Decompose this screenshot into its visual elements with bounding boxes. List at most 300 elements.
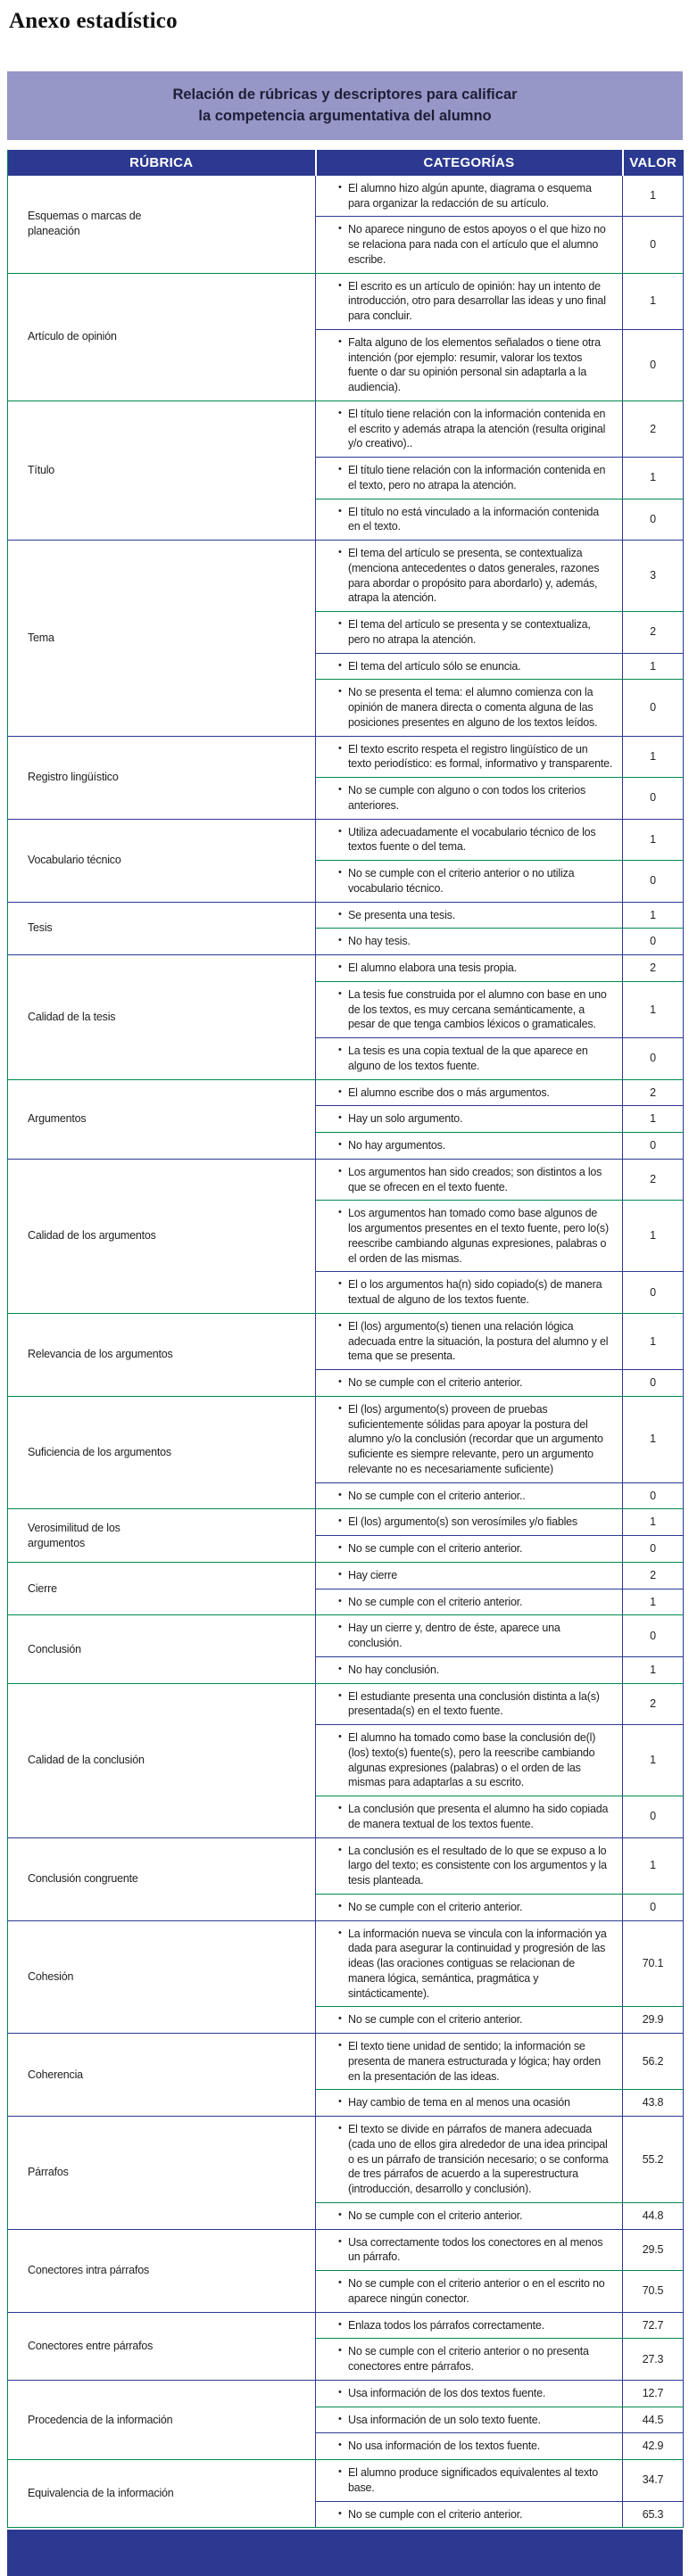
- bullet-icon: •: [338, 935, 342, 946]
- table-row: [8, 2460, 684, 2502]
- bullet-icon: •: [338, 1689, 342, 1701]
- rubric-cell: [8, 1159, 316, 1313]
- bullet-icon: •: [338, 1112, 342, 1124]
- table-row: [8, 1683, 684, 1725]
- rubric-cell: [8, 1079, 316, 1159]
- value-cell: 42.9: [623, 2433, 684, 2460]
- category-text: No se cumple con el criterio anterior.: [348, 1595, 523, 1608]
- value-cell: 2: [623, 1683, 684, 1725]
- rubric-cell: [8, 1562, 316, 1615]
- category-text: Se presenta una tesis.: [348, 908, 455, 921]
- bullet-icon: •: [338, 2277, 342, 2289]
- value-cell: 0: [623, 1038, 684, 1080]
- table-row: [8, 1837, 684, 1894]
- rubric-cell: [8, 736, 316, 819]
- value-cell: 0: [623, 1482, 684, 1509]
- value-cell: 0: [623, 499, 684, 541]
- category-cell: [316, 2501, 623, 2528]
- category-cell: [316, 902, 623, 929]
- bullet-icon: •: [338, 279, 342, 291]
- table-row: [8, 541, 684, 612]
- value-cell: 0: [623, 929, 684, 955]
- category-text: El título no está vinculado a la información contenida en el texto.: [348, 505, 600, 533]
- value-cell: 0: [623, 1894, 684, 1920]
- rubric-label: Argumentos: [28, 1112, 87, 1126]
- rubric-label: Tema: [28, 631, 54, 644]
- bullet-icon: •: [338, 2096, 342, 2108]
- category-cell: [316, 819, 623, 861]
- bullet-icon: •: [338, 962, 342, 973]
- category-text: El alumno escribe dos o más argumentos.: [348, 1086, 550, 1099]
- category-cell: [316, 1482, 623, 1509]
- table-row: [8, 1615, 684, 1657]
- table-row: [8, 1396, 684, 1482]
- header-categorias: CATEGORÍAS: [316, 150, 623, 176]
- category-cell: [316, 1509, 623, 1536]
- bullet-icon: •: [338, 2040, 342, 2052]
- category-cell: [316, 1920, 623, 2007]
- category-text: No se cumple con el criterio anterior.: [348, 1376, 523, 1390]
- category-cell: [316, 2202, 623, 2229]
- rubric-cell: [8, 2460, 316, 2528]
- category-cell: [316, 400, 623, 457]
- category-cell: [316, 955, 623, 982]
- rubric-cell: [8, 2034, 316, 2117]
- category-text: Enlaza todos los párrafos correctamente.: [348, 2318, 544, 2332]
- table-row: [8, 902, 684, 929]
- bullet-icon: •: [338, 181, 342, 193]
- rubric-label: Verosimilitud de los argumentos: [28, 1521, 120, 1549]
- bullet-icon: •: [338, 784, 342, 796]
- bullet-icon: •: [338, 1927, 342, 1938]
- rubric-cell: [8, 1837, 316, 1920]
- category-text: No se cumple con el criterio anterior.: [348, 1542, 523, 1556]
- bullet-icon: •: [338, 505, 342, 516]
- table-row: [8, 2312, 684, 2339]
- rubric-label: Calidad de la conclusión: [28, 1754, 145, 1767]
- value-cell: 55.2: [623, 2117, 684, 2203]
- value-cell: 1: [623, 1725, 684, 1796]
- category-cell: [316, 2090, 623, 2117]
- category-text: Hay cierre: [348, 1568, 397, 1581]
- rubric-cell: [8, 2380, 316, 2459]
- header-rubrica: RÚBRICA: [8, 150, 316, 176]
- value-cell: 1: [623, 1837, 684, 1894]
- value-cell: 2: [623, 612, 684, 654]
- category-cell: [316, 2229, 623, 2271]
- category-text: El estudiante presenta una conclusión distinta a la(s) presentada(s) en el texto fuente.: [348, 1689, 600, 1718]
- table-row: [8, 2117, 684, 2203]
- category-text: El texto tiene unidad de sentido; la información se presenta de manera estructurada y lógica; hay orden en la presentación de las ideas.: [348, 2040, 602, 2083]
- bullet-icon: •: [338, 223, 342, 235]
- rubric-cell: [8, 1396, 316, 1509]
- bullet-icon: •: [338, 2345, 342, 2357]
- category-cell: [316, 1536, 623, 1563]
- category-cell: [316, 680, 623, 736]
- bullet-icon: •: [338, 867, 342, 879]
- bullet-icon: •: [338, 2209, 342, 2220]
- category-text: El alumno elabora una tesis propia.: [348, 962, 517, 975]
- category-text: El título tiene relación con la información contenida en el escrito y además atrapa la atención (resulta original y/o creativo)..: [348, 407, 606, 450]
- value-cell: 1: [623, 1106, 684, 1133]
- value-cell: 56.2: [623, 2034, 684, 2090]
- bullet-icon: •: [338, 2466, 342, 2478]
- bullet-icon: •: [338, 1844, 342, 1855]
- category-text: No se cumple con el criterio anterior o no presenta conectores entre párrafos.: [348, 2345, 589, 2374]
- rubric-label: Equivalencia de la información: [28, 2487, 174, 2500]
- category-text: El título tiene relación con la información contenida en el texto, pero no atrapa la atención.: [348, 464, 606, 491]
- category-text: El texto escrito respeta el registro lingüístico de un texto periodístico: es formal, informativo y transparente.: [348, 742, 613, 771]
- rubric-label: Registro lingüístico: [28, 771, 119, 784]
- bullet-icon: •: [338, 2123, 342, 2134]
- table-row: [8, 176, 684, 217]
- header-valor: VALOR: [623, 150, 684, 176]
- bullet-icon: •: [338, 686, 342, 698]
- rubric-label: Cohesión: [28, 1969, 74, 1983]
- category-text: Usa información de los dos textos fuente.: [348, 2386, 546, 2399]
- bullet-icon: •: [338, 2413, 342, 2424]
- bullet-icon: •: [338, 1489, 342, 1500]
- rubric-label: Suficiencia de los argumentos: [28, 1446, 171, 1459]
- category-cell: [316, 2271, 623, 2313]
- page-title: Anexo estadístico: [9, 9, 178, 33]
- value-cell: 72.7: [623, 2312, 684, 2339]
- bullet-icon: •: [338, 335, 342, 347]
- value-cell: 0: [623, 680, 684, 736]
- category-cell: [316, 176, 623, 217]
- bullet-icon: •: [338, 1731, 342, 1743]
- rubric-label: Procedencia de la información: [28, 2413, 173, 2426]
- bullet-icon: •: [338, 1568, 342, 1580]
- table-row: [8, 2229, 684, 2271]
- category-cell: [316, 981, 623, 1037]
- category-text: Hay un solo argumento.: [348, 1112, 463, 1126]
- table-row: [8, 736, 684, 778]
- rubric-cell: [8, 400, 316, 540]
- category-cell: [316, 1894, 623, 1920]
- bullet-icon: •: [338, 1515, 342, 1527]
- value-cell: 1: [623, 176, 684, 217]
- banner-line-1: Relación de rúbricas y descriptores para calificar: [172, 87, 518, 103]
- value-cell: 1: [623, 981, 684, 1037]
- category-text: Falta alguno de los elementos señalados o tiene otra intención (por ejemplo: resumir, valorar los textos fuente o dar su opinión personal sin adaptarla a la audiencia).: [348, 335, 601, 394]
- value-cell: 2: [623, 955, 684, 982]
- table-row: [8, 1313, 684, 1369]
- category-cell: [316, 499, 623, 541]
- category-text: No aparece ninguno de estos apoyos o el que hizo no se relaciona para nada con el artículo que el alumno escribe.: [348, 223, 606, 266]
- bullet-icon: •: [338, 2386, 342, 2398]
- bullet-icon: •: [338, 407, 342, 418]
- value-cell: 0: [623, 861, 684, 903]
- category-cell: [316, 778, 623, 820]
- rubric-label: Conclusión congruente: [28, 1872, 138, 1886]
- category-text: Utiliza adecuadamente el vocabulario técnico de los textos fuente o del tema.: [348, 825, 596, 854]
- value-cell: 34.7: [623, 2460, 684, 2502]
- category-text: El alumno hizo algún apunte, diagrama o esquema para organizar la redacción de su artículo.: [348, 181, 592, 210]
- bullet-icon: •: [338, 1900, 342, 1911]
- value-cell: 1: [623, 1201, 684, 1272]
- value-cell: 1: [623, 819, 684, 861]
- table-row: [8, 1509, 684, 1536]
- category-cell: [316, 1615, 623, 1657]
- value-cell: 2: [623, 400, 684, 457]
- bullet-icon: •: [338, 1207, 342, 1218]
- category-text: No se cumple con el criterio anterior.: [348, 2013, 523, 2027]
- bullet-icon: •: [338, 1044, 342, 1056]
- rubric-label: Título: [28, 464, 55, 477]
- category-cell: [316, 217, 623, 273]
- value-cell: 70.5: [623, 2271, 684, 2313]
- bullet-icon: •: [338, 2235, 342, 2247]
- bullet-icon: •: [338, 1278, 342, 1290]
- value-cell: 0: [623, 1615, 684, 1657]
- category-cell: [316, 2034, 623, 2090]
- category-text: No usa información de los textos fuente.: [348, 2440, 541, 2453]
- bullet-icon: •: [338, 825, 342, 837]
- category-text: El tema del artículo se presenta y se contextualiza, pero no atrapa la atención.: [348, 618, 591, 646]
- category-cell: [316, 2312, 623, 2339]
- bullet-icon: •: [338, 742, 342, 754]
- category-cell: [316, 273, 623, 329]
- value-cell: 0: [623, 1272, 684, 1314]
- category-text: Hay un cierre y, dentro de éste, aparece una conclusión.: [348, 1622, 560, 1650]
- bullet-icon: •: [338, 1139, 342, 1151]
- bullet-icon: •: [338, 2440, 342, 2451]
- category-text: No se cumple con alguno o con todos los criterios anteriores.: [348, 784, 586, 812]
- category-cell: [316, 612, 623, 654]
- table-row: [8, 2380, 684, 2407]
- value-cell: 0: [623, 1796, 684, 1838]
- value-cell: 0: [623, 329, 684, 400]
- rubric-cell: [8, 819, 316, 902]
- category-cell: [316, 929, 623, 955]
- bullet-icon: •: [338, 1376, 342, 1388]
- bullet-icon: •: [338, 659, 342, 671]
- rubric-cell: [8, 1615, 316, 1683]
- bullet-icon: •: [338, 2318, 342, 2330]
- category-cell: [316, 653, 623, 680]
- table-header-row: [8, 150, 684, 176]
- category-cell: [316, 1106, 623, 1133]
- category-cell: [316, 2117, 623, 2203]
- category-cell: [316, 2460, 623, 2502]
- rubric-cell: [8, 1683, 316, 1837]
- category-cell: [316, 2007, 623, 2034]
- category-text: No se cumple con el criterio anterior o no utiliza vocabulario técnico.: [348, 867, 575, 895]
- value-cell: 2: [623, 1562, 684, 1589]
- category-text: No hay tesis.: [348, 935, 411, 948]
- category-text: No se cumple con el criterio anterior o en el escrito no aparece ningún conector.: [348, 2277, 605, 2305]
- category-text: Los argumentos han tomado como base algunos de los argumentos presentes en el texto fuente, pero lo(s) reescribe cambiando algunas expresiones, palabras o el orden de las mismas.: [348, 1207, 609, 1265]
- category-text: El tema del artículo sólo se enuncia.: [348, 659, 521, 673]
- category-text: La conclusión es el resultado de lo que se expuso a lo largo del texto; es consistente con los argumentos y la tesis planteada.: [348, 1844, 607, 1887]
- rubric-label: Conectores intra párrafos: [28, 2264, 150, 2277]
- value-cell: 1: [623, 1589, 684, 1615]
- value-cell: 29.5: [623, 2229, 684, 2271]
- category-cell: [316, 736, 623, 778]
- table-title-banner: [7, 71, 683, 140]
- rubric-label: Calidad de los argumentos: [28, 1229, 156, 1243]
- rubric-cell: [8, 955, 316, 1080]
- bullet-icon: •: [338, 1086, 342, 1097]
- rubric-label: Vocabulario técnico: [28, 854, 121, 867]
- category-text: La tesis fue construida por el alumno con base en uno de los textos, es muy cercana semánticamente, a pesar de que tenga cambios léxicos o gramaticales.: [348, 987, 607, 1031]
- category-cell: [316, 1683, 623, 1725]
- value-cell: 27.3: [623, 2339, 684, 2381]
- table-row: [8, 1079, 684, 1106]
- value-cell: 1: [623, 273, 684, 329]
- value-cell: 0: [623, 1536, 684, 1563]
- table-row: [8, 273, 684, 329]
- rubric-cell: [8, 176, 316, 273]
- category-text: El (los) argumento(s) proveen de pruebas suficientemente sólidas para apoyar la postura del alumno y/o la conclusión (recordar que un argumento suficiente es siempre relevante, pero un argumento relevante no es necesariamente suficiente): [348, 1402, 603, 1475]
- category-cell: [316, 541, 623, 612]
- category-text: Hay cambio de tema en al menos una ocasión: [348, 2096, 570, 2110]
- rubric-table-wrap: [7, 150, 683, 2529]
- bullet-icon: •: [338, 987, 342, 999]
- rubric-label: Tesis: [28, 921, 53, 935]
- table-row: [8, 2034, 684, 2090]
- rubric-label: Párrafos: [28, 2166, 69, 2179]
- category-cell: [316, 1313, 623, 1369]
- bullet-icon: •: [338, 1595, 342, 1606]
- category-cell: [316, 2407, 623, 2433]
- value-cell: 43.8: [623, 2090, 684, 2117]
- bullet-icon: •: [338, 2507, 342, 2519]
- category-cell: [316, 1589, 623, 1615]
- category-text: No se cumple con el criterio anterior.: [348, 2209, 523, 2222]
- table-row: [8, 1562, 684, 1589]
- rubric-label: Conclusión: [28, 1642, 81, 1655]
- table-body: [8, 176, 684, 2528]
- category-cell: [316, 1656, 623, 1683]
- rubric-label: Cierre: [28, 1581, 57, 1595]
- value-cell: 2: [623, 1079, 684, 1106]
- category-cell: [316, 2380, 623, 2407]
- category-text: El alumno ha tomado como base la conclusión de(l) (los) texto(s) fuente(s), pero la reescribe cambiando algunas expresiones (palabras) o el orden de las mismas para adaptarlas a su escrito.: [348, 1731, 596, 1789]
- value-cell: 1: [623, 736, 684, 778]
- category-text: El (los) argumento(s) son verosímiles y/o fiables: [348, 1515, 577, 1529]
- category-cell: [316, 1201, 623, 1272]
- table-row: [8, 400, 684, 457]
- bullet-icon: •: [338, 1542, 342, 1554]
- category-cell: [316, 1837, 623, 1894]
- category-cell: [316, 1370, 623, 1397]
- value-cell: 44.8: [623, 2202, 684, 2229]
- rubric-cell: [8, 1920, 316, 2034]
- category-text: El escrito es un artículo de opinión: hay un intento de introducción, otro para desarrollar las ideas y uno final para concluir.: [348, 279, 606, 323]
- bullet-icon: •: [338, 618, 342, 630]
- bullet-icon: •: [338, 2013, 342, 2025]
- bullet-icon: •: [338, 1165, 342, 1177]
- bullet-icon: •: [338, 464, 342, 475]
- value-cell: 3: [623, 541, 684, 612]
- rubric-label: Calidad de la tesis: [28, 1010, 116, 1023]
- rubric-cell: [8, 902, 316, 955]
- rubric-cell: [8, 1313, 316, 1396]
- category-cell: [316, 1562, 623, 1589]
- category-cell: [316, 861, 623, 903]
- category-text: No hay argumentos.: [348, 1139, 445, 1152]
- value-cell: 1: [623, 458, 684, 500]
- rubric-label: Conectores entre párrafos: [28, 2339, 154, 2352]
- rubric-label: Esquemas o marcas de planeación: [28, 210, 142, 238]
- value-cell: 1: [623, 653, 684, 680]
- bullet-icon: •: [338, 547, 342, 558]
- value-cell: 44.5: [623, 2407, 684, 2433]
- footer-bar: [7, 2530, 683, 2576]
- category-cell: [316, 1133, 623, 1160]
- category-text: No se presenta el tema: el alumno comienza con la opinión de manera directa o comenta alguna de las posiciones presentes en alguno de los textos leídos.: [348, 686, 598, 729]
- category-text: El texto se divide en párrafos de manera adecuada (cada uno de ellos gira alrededor de una idea principal o es un párrafo de transición necesario; o se conforma de tres párrafos de acuerdo a la superestructura (introducción, desarrollo y conclusión).: [348, 2123, 609, 2196]
- value-cell: 1: [623, 902, 684, 929]
- value-cell: 29.9: [623, 2007, 684, 2034]
- banner-line-2: la competencia argumentativa del alumno: [198, 107, 492, 124]
- category-cell: [316, 458, 623, 500]
- table-row: [8, 955, 684, 982]
- category-cell: [316, 2339, 623, 2381]
- category-cell: [316, 1272, 623, 1314]
- category-text: La información nueva se vincula con la información ya dada para asegurar la continuidad y progresión de las ideas (las oraciones contiguas se relacionan de manera lógica, semántica, pragmática y sintácticamente).: [348, 1927, 607, 2000]
- category-text: El o los argumentos ha(n) sido copiado(s) de manera textual de alguno de los textos fuente.: [348, 1278, 602, 1307]
- table-row: [8, 1920, 684, 2007]
- value-cell: 2: [623, 1159, 684, 1201]
- category-cell: [316, 1796, 623, 1838]
- bullet-icon: •: [338, 1622, 342, 1633]
- bullet-icon: •: [338, 1663, 342, 1674]
- value-cell: 12.7: [623, 2380, 684, 2407]
- category-text: El (los) argumento(s) tienen una relación lógica adecuada entre la situación, la postura del alumno y el tema que se presenta.: [348, 1319, 609, 1363]
- value-cell: 70.1: [623, 1920, 684, 2007]
- value-cell: 1: [623, 1313, 684, 1369]
- rubric-cell: [8, 2229, 316, 2312]
- category-cell: [316, 1725, 623, 1796]
- category-text: El alumno produce significados equivalentes al texto base.: [348, 2466, 599, 2494]
- rubric-cell: [8, 1509, 316, 1563]
- value-cell: 0: [623, 1133, 684, 1160]
- bullet-icon: •: [338, 1803, 342, 1814]
- category-text: Usa correctamente todos los conectores en al menos un párrafo.: [348, 2235, 603, 2264]
- value-cell: 0: [623, 217, 684, 273]
- table-row: [8, 819, 684, 861]
- rubric-cell: [8, 273, 316, 400]
- category-cell: [316, 1079, 623, 1106]
- category-text: No se cumple con el criterio anterior.: [348, 1900, 523, 1913]
- category-cell: [316, 1396, 623, 1482]
- value-cell: 0: [623, 1370, 684, 1397]
- bullet-icon: •: [338, 908, 342, 920]
- category-cell: [316, 1038, 623, 1080]
- category-cell: [316, 329, 623, 400]
- category-text: Usa información de un solo texto fuente.: [348, 2413, 541, 2426]
- value-cell: 1: [623, 1396, 684, 1482]
- category-text: El tema del artículo se presenta, se contextualiza (menciona antecedentes o datos generales, razones para abordar o propósito para abordarlo) y, además, atrapa la atención.: [348, 547, 600, 605]
- value-cell: 0: [623, 778, 684, 820]
- category-text: No se cumple con el criterio anterior..: [348, 1489, 526, 1502]
- category-text: Los argumentos han sido creados; son distintos a los que se ofrecen en el texto fuente.: [348, 1165, 602, 1193]
- rubric-label: Coherencia: [28, 2068, 83, 2081]
- bullet-icon: •: [338, 1319, 342, 1331]
- value-cell: 1: [623, 1656, 684, 1683]
- category-cell: [316, 2433, 623, 2460]
- rubric-label: Relevancia de los argumentos: [28, 1348, 173, 1361]
- bullet-icon: •: [338, 1402, 342, 1414]
- table-row: [8, 1159, 684, 1201]
- rubric-label: Artículo de opinión: [28, 330, 117, 343]
- category-text: No hay conclusión.: [348, 1663, 440, 1676]
- value-cell: 1: [623, 1509, 684, 1536]
- category-text: No se cumple con el criterio anterior.: [348, 2507, 523, 2521]
